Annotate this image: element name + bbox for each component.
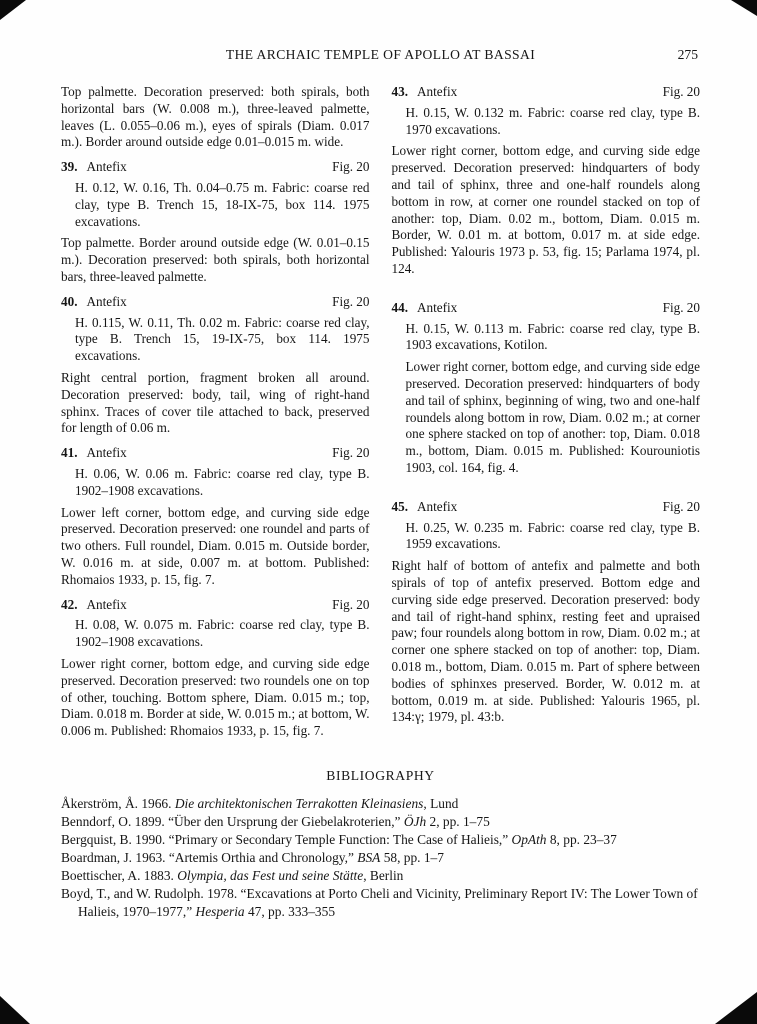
bibliography-list [61, 795, 700, 921]
entry-details: H. 0.115, W. 0.11, Th. 0.02 m. Fabric: coarse red clay, type B. Trench 15, 19-IX-75, box 114. 1975 excavations. [75, 314, 370, 364]
two-column-body [61, 84, 700, 740]
bib-citation-text: 8, pp. 23–37 [546, 831, 617, 847]
bib-citation-text: Boyd, T., and W. Rudolph. 1978. “Excavations at Porto Cheli and Vicinity, Preliminary Report IV: The Lower Town of Halieis, 1970–1977,” [61, 885, 698, 919]
entry-details: H. 0.15, W. 0.132 m. Fabric: coarse red clay, type B. 1970 excavations. [405, 104, 700, 137]
figure-reference: Fig. 20 [332, 596, 370, 612]
running-head [61, 47, 700, 63]
catalog-entry-40 [61, 294, 370, 437]
bib-citation-text: Bergquist, B. 1990. “Primary or Secondary Temple Function: The Case of Halieis,” [61, 831, 512, 847]
figure-reference: Fig. 20 [332, 159, 370, 175]
bibliography-entry [61, 867, 700, 885]
catalog-entry-45 [392, 499, 701, 726]
entry-heading [392, 499, 701, 516]
bib-citation-text: 58, pp. 1–7 [380, 849, 444, 865]
entry-heading [61, 445, 370, 462]
entry-number: 39. [61, 159, 78, 175]
entry-number: 40. [61, 293, 78, 309]
figure-reference: Fig. 20 [662, 299, 700, 315]
bib-citation-text: Benndorf, O. 1899. “Über den Ursprung der Giebelakroterien,” [61, 813, 404, 829]
entry-description: Lower right corner, bottom edge, and curving side edge preserved. Decoration preserved: two roundels one on top of other, touching. Bottom sphere, Diam. 0.015 m.; top, Diam. 0.018 m. Border at side, W. 0.015 m.; at bottom, W. 0.006 m. Published: Rhomaios 1933, p. 15, fig. 7. [61, 655, 370, 739]
entry-details: H. 0.15, W. 0.113 m. Fabric: coarse red clay, type B. 1903 excavations, Kotilon. [405, 320, 700, 353]
entry-title: Antefix [416, 84, 458, 99]
bibliography-entry [61, 795, 700, 813]
entry-heading [61, 159, 370, 176]
right-column [392, 84, 701, 740]
catalog-entry-42 [61, 597, 370, 740]
entry-description: Right central portion, fragment broken all around. Decoration preserved: body, tail, wing of right-hand sphinx. Traces of cover tile attached to back, preserved for length of 0.06 m. [61, 369, 370, 436]
catalog-entry-41 [61, 445, 370, 588]
entry-heading [392, 84, 701, 101]
bib-citation-text: 47, pp. 333–355 [244, 903, 336, 919]
entry-description: Lower right corner, bottom edge, and curving side edge preserved. Decoration preserved: hindquarters of body and tail of sphinx, three and one-half roundels along bottom in row, at corner one roundel stacked on top of another: top, Diam. 0.02 m., bottom, Diam. 0.015 m. Border, W. 0.01 m. at bottom, 0.017 m. at side edge. Published: Yalouris 1973 p. 53, fig. 15; Parlama 1974, pl. 124. [391, 143, 700, 276]
figure-reference: Fig. 20 [332, 445, 370, 461]
catalog-entry-39 [61, 159, 370, 286]
entry-number: 44. [391, 299, 408, 315]
bib-citation-text: 2, pp. 1–75 [426, 813, 490, 829]
bib-work-title: OpAth [511, 831, 547, 847]
page-number: 275 [677, 47, 698, 62]
entry-description: Lower left corner, bottom edge, and curving side edge preserved. Decoration preserved: one roundel and parts of two others. Full roundel, Diam. 0.015 m. Outside border, W. 0.016 m. at side, 0.007 m. at bottom. Published: Rhomaios 1933, p. 15, fig. 7. [61, 504, 370, 587]
catalog-entry-44 [392, 300, 701, 477]
bib-citation-text: Åkerström, Å. 1966. [61, 795, 175, 811]
bibliography-entry [61, 813, 700, 831]
bib-citation-text: Boettischer, A. 1883. [61, 867, 178, 883]
bibliography-entry [61, 885, 700, 921]
bib-citation-text: , Lund [423, 795, 459, 811]
bibliography-entry [61, 849, 700, 867]
scan-corner-artifact-bottom-left [0, 996, 30, 1024]
bibliography-heading: BIBLIOGRAPHY [326, 767, 435, 783]
scan-corner-artifact-bottom-right [715, 992, 757, 1024]
entry-heading [392, 300, 701, 317]
entry-title: Antefix [416, 299, 458, 315]
entry-details: H. 0.12, W. 0.16, Th. 0.04–0.75 m. Fabric: coarse red clay, type B. Trench 15, 18-IX-75, box 114. 1975 excavations. [75, 179, 370, 229]
entry-title: Antefix [86, 293, 127, 309]
bib-work-title: Die architektonischen Terrakotten Kleinasiens [174, 795, 424, 811]
bibliography-entry [61, 831, 700, 849]
figure-reference: Fig. 20 [662, 498, 700, 514]
entry-description: Right half of bottom of antefix and palmette and both spirals of top of antefix preserved. Bottom edge and curving side edge preserved. Decoration preserved: body and tail of right-hand sphinx, resting feet and upraised paw; four roundels along bottom in row, Diam. 0.02 m.; at corner one sphere stacked on top of another: top, Diam. 0.018 m., bottom, Diam. 0.015 m. Part of sphere between bodies of sphinxes preserved. Border, W. 0.012 m. at bottom, 0.019 m. at side. Published: Yalouris 1965, pl. 134:γ; 1979, pl. 43:b. [391, 558, 700, 725]
figure-reference: Fig. 20 [662, 84, 700, 99]
bibliography-section [61, 768, 700, 921]
entry-title: Antefix [416, 498, 458, 514]
bib-citation-text: Boardman, J. 1963. “Artemis Orthia and Chronology,” [61, 849, 358, 865]
entry-title: Antefix [86, 445, 127, 461]
bib-citation-text: , Berlin [363, 867, 404, 883]
bib-work-title: Hesperia [195, 903, 245, 919]
entry-description: Top palmette. Border around outside edge (W. 0.01–0.15 m.). Decoration preserved: both spirals, both horizontal bars, three-leaved palmette. [61, 235, 370, 284]
left-column [61, 84, 370, 740]
entry-heading [61, 294, 370, 311]
catalog-continuation-paragraph: Top palmette. Decoration preserved: both spirals, both horizontal bars (W. 0.008 m.), three-leaved palmette, leaves (L. 0.055–0.06 m.), eyes of spirals (Diam. 0.017 m.). Border around outside edge 0.01–0.015 m. wide. [61, 84, 370, 150]
entry-number: 41. [61, 445, 78, 461]
entry-heading [61, 597, 370, 614]
entry-details: H. 0.25, W. 0.235 m. Fabric: coarse red clay, type B. 1959 excavations. [405, 519, 700, 552]
entry-number: 45. [391, 498, 408, 514]
entry-details: H. 0.08, W. 0.075 m. Fabric: coarse red clay, type B. 1902–1908 excavations. [75, 617, 370, 650]
bib-work-title: BSA [357, 849, 381, 865]
figure-reference: Fig. 20 [332, 293, 370, 309]
entry-description: Lower right corner, bottom edge, and curving side edge preserved. Decoration preserved: hindquarters of body and tail of sphinx, beginning of wing, two and one-half roundels along bottom in row, Diam. 0.02 m.; at corner one sphere stacked on top of another: top, Diam. 0.018 m., bottom, Diam. 0.015 m. Published: Kourouniotis 1903, col. 164, fig. 4. [405, 359, 700, 475]
bib-work-title: ÖJh [403, 813, 427, 829]
catalog-entry-43 [392, 84, 701, 278]
page-title: THE ARCHAIC TEMPLE OF APOLLO AT BASSAI [225, 47, 536, 62]
entry-number: 43. [391, 84, 408, 99]
entry-title: Antefix [86, 159, 127, 175]
entry-number: 42. [61, 596, 78, 612]
bib-work-title: Olympia, das Fest und seine Stätte [177, 867, 364, 883]
entry-title: Antefix [86, 596, 127, 612]
entry-details: H. 0.06, W. 0.06 m. Fabric: coarse red clay, type B. 1902–1908 excavations. [75, 465, 370, 498]
